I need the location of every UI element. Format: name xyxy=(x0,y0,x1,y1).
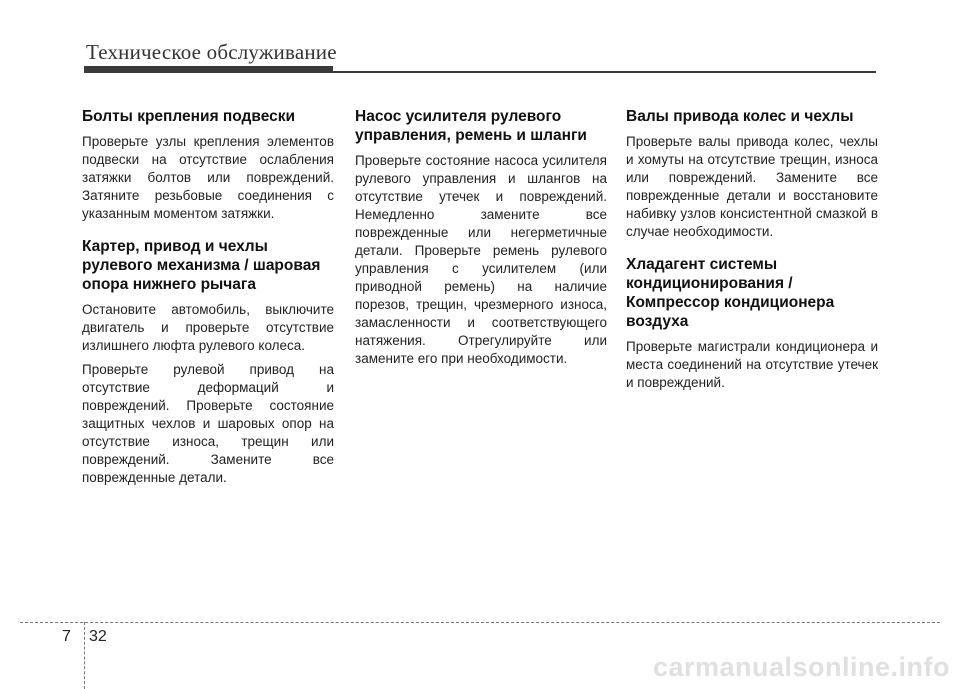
watermark: carmanualsonline.info xyxy=(652,652,950,682)
column-2 xyxy=(355,107,607,382)
section-drive-shafts xyxy=(626,107,878,241)
section-heading: Картер, привод и чехлы рулевого механизма / шаровая опора нижнего рычага xyxy=(82,238,321,293)
section-heading: Хладагент системы кондиционирования / Компрессор кондиционера воздуха xyxy=(626,256,835,330)
section-paragraph: Проверьте узлы крепления элементов подвески на отсутствие ослабления затяжки болтов или повреждений. Затяните резьбовые соединения с указанным моментом затяжки. xyxy=(82,134,334,221)
header-rule-thin xyxy=(333,71,876,73)
section-paragraph: Остановите автомобиль, выключите двигатель и проверьте отсутствие излишнего люфта рулевого колеса. xyxy=(82,302,334,353)
section-power-steering xyxy=(355,107,607,368)
section-steering-gear xyxy=(82,237,334,487)
column-1 xyxy=(82,107,334,501)
header-rule-thick xyxy=(84,66,333,73)
chapter-number: 7 xyxy=(62,628,71,645)
section-paragraph: Проверьте магистрали кондиционера и места соединений на отсутствие утечек и повреждений. xyxy=(626,339,878,390)
section-heading: Валы привода колес и чехлы xyxy=(626,108,854,125)
page-number: 32 xyxy=(89,628,107,645)
section-heading: Болты крепления подвески xyxy=(82,108,296,125)
section-heading: Насос усилителя рулевого управления, ремень и шланги xyxy=(355,108,587,144)
section-paragraph: Проверьте валы привода колес, чехлы и хомуты на отсутствие трещин, износа или повреждений. Замените все поврежденные детали и восстановите набивку узлов консистентной смазкой в случае необходимости. xyxy=(626,134,878,239)
column-3 xyxy=(626,107,878,406)
section-paragraph: Проверьте рулевой привод на отсутствие деформаций и повреждений. Проверьте состояние защитных чехлов и шаровых опор на отсутствие износа, трещин или повреждений. Замените все поврежденные детали. xyxy=(82,362,334,485)
section-suspension-bolts xyxy=(82,107,334,223)
footer-page-divider xyxy=(84,622,85,689)
section-paragraph: Проверьте состояние насоса усилителя рулевого управления и шлангов на отсутствие утечек и повреждений. Немедленно замените все поврежденные или негерметичные детали. Проверьте ремень рулевого управления с усилителем (или приводной ремень) на наличие порезов, трещин, чрезмерного износа, замасленности и соответствующего натяжения. Отрегулируйте или замените его при необходимости. xyxy=(355,153,607,366)
footer-divider xyxy=(20,622,940,623)
page-header-title: Техническое обслуживание xyxy=(86,40,337,64)
section-air-conditioning xyxy=(626,255,878,392)
